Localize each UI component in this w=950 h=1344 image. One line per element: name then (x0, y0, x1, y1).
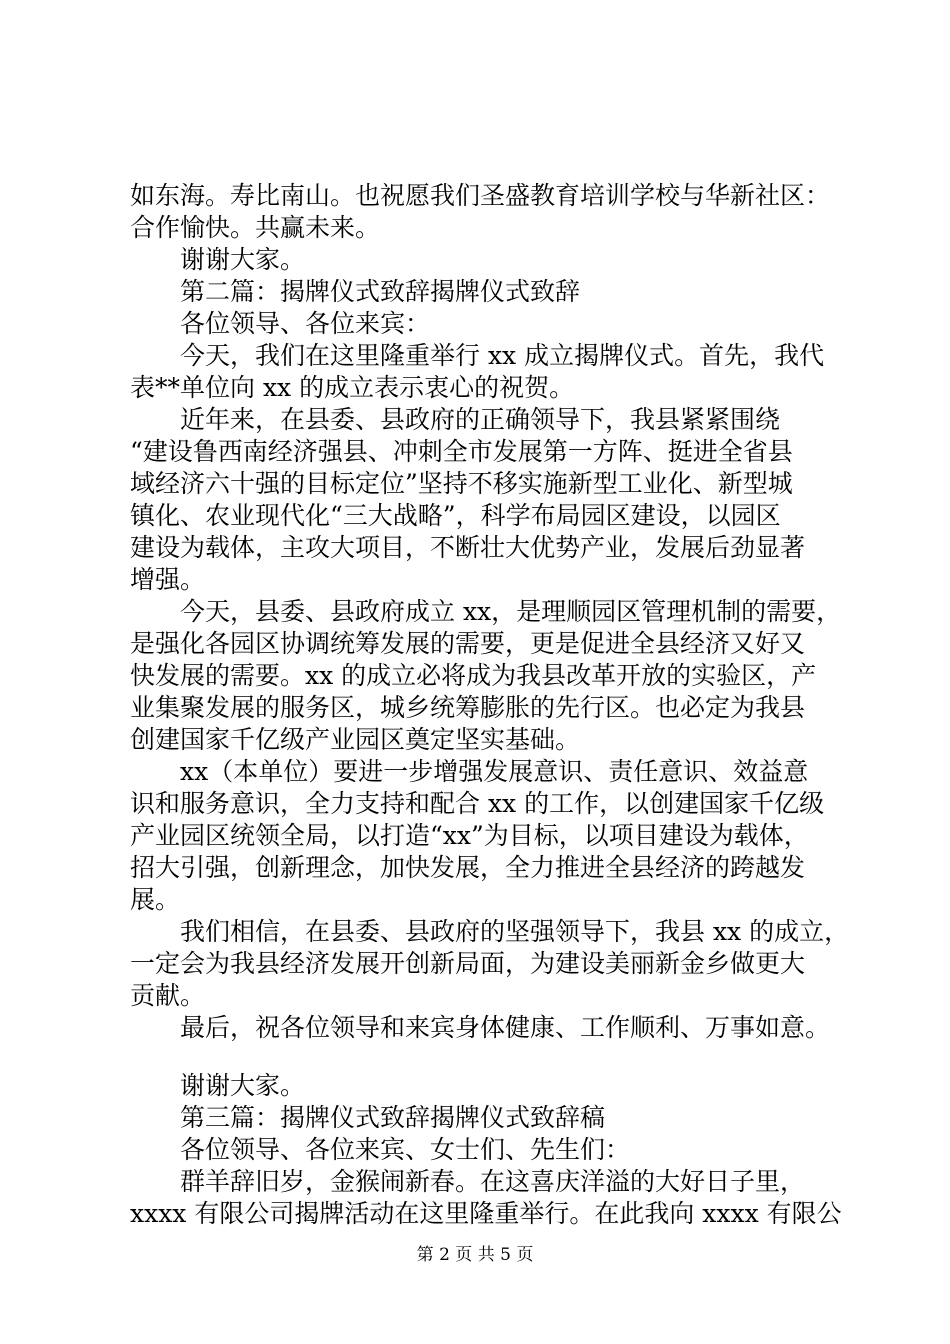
text-line: 我们相信，在县委、县政府的坚强领导下，我县 xx 的成立， (180, 917, 850, 946)
text-line: “建设鲁西南经济强县、冲刺全市发展第一方阵、挺进全省县 (130, 437, 793, 466)
text-line: 群羊辞旧岁，金猴闹新春。在这喜庆洋溢的大好日子里， (180, 1167, 806, 1196)
text-line: 合作愉快。共赢未来。 (130, 213, 381, 242)
text-line: 镇化、农业现代化“三大战略”，科学布局园区建设，以园区 (130, 501, 781, 530)
text-line: 今天，我们在这里隆重举行 xx 成立揭牌仪式。首先，我代 (180, 341, 825, 370)
text-line: 创建国家千亿级产业园区奠定坚实基础。 (130, 725, 581, 754)
text-line: 近年来，在县委、县政府的正确领导下，我县紧紧围绕 (180, 405, 781, 434)
text-line: 贡献。 (130, 981, 206, 1010)
section-heading: 第三篇：揭牌仪式致辞揭牌仪式致辞稿 (180, 1103, 606, 1132)
text-line: xx（本单位）要进一步增强发展意识、责任意识、效益意 (180, 757, 809, 786)
text-line: 表**单位向 xx 的成立表示衷心的祝贺。 (130, 373, 575, 402)
text-line: 产业园区统领全局，以打造“xx”为目标，以项目建设为载体， (130, 821, 809, 850)
page-footer: 第 2 页 共 5 页 (416, 1245, 534, 1265)
text-line: 是强化各园区协调统筹发展的需要，更是促进全县经济又好又 (130, 629, 806, 658)
text-line: 增强。 (130, 565, 206, 594)
text-line: 一定会为我县经济发展开创新局面，为建设美丽新金乡做更大 (130, 949, 806, 978)
text-line: 谢谢大家。 (180, 245, 306, 274)
section-heading: 第二篇：揭牌仪式致辞揭牌仪式致辞 (180, 277, 581, 306)
text-line: 展。 (130, 885, 181, 914)
text-line: 如东海。寿比南山。也祝愿我们圣盛教育培训学校与华新社区： (130, 181, 831, 210)
text-line: 最后，祝各位领导和来宾身体健康、工作顺利、万事如意。 (180, 1013, 831, 1042)
text-line: 谢谢大家。 (180, 1071, 306, 1100)
text-line: 今天，县委、县政府成立 xx，是理顺园区管理机制的需要， (180, 597, 842, 626)
text-line: 业集聚发展的服务区，城乡统筹膨胀的先行区。也必定为我县 (130, 693, 806, 722)
text-line: 招大引强，创新理念，加快发展，全力推进全县经济的跨越发 (130, 853, 806, 882)
text-line: xxxx 有限公司揭牌活动在这里隆重举行。在此我向 xxxx 有限公 (130, 1199, 842, 1228)
text-line: 各位领导、各位来宾： (180, 309, 431, 338)
text-line: 快发展的需要。xx 的成立必将成为我县改革开放的实验区，产 (130, 661, 817, 690)
text-line: 识和服务意识，全力支持和配合 xx 的工作，以创建国家千亿级 (130, 789, 825, 818)
text-line: 各位领导、各位来宾、女士们、先生们： (180, 1135, 631, 1164)
text-line: 建设为载体，主攻大项目，不断壮大优势产业，发展后劲显著 (130, 533, 806, 562)
text-line: 域经济六十强的目标定位”坚持不移实施新型工业化、新型城 (130, 469, 793, 498)
